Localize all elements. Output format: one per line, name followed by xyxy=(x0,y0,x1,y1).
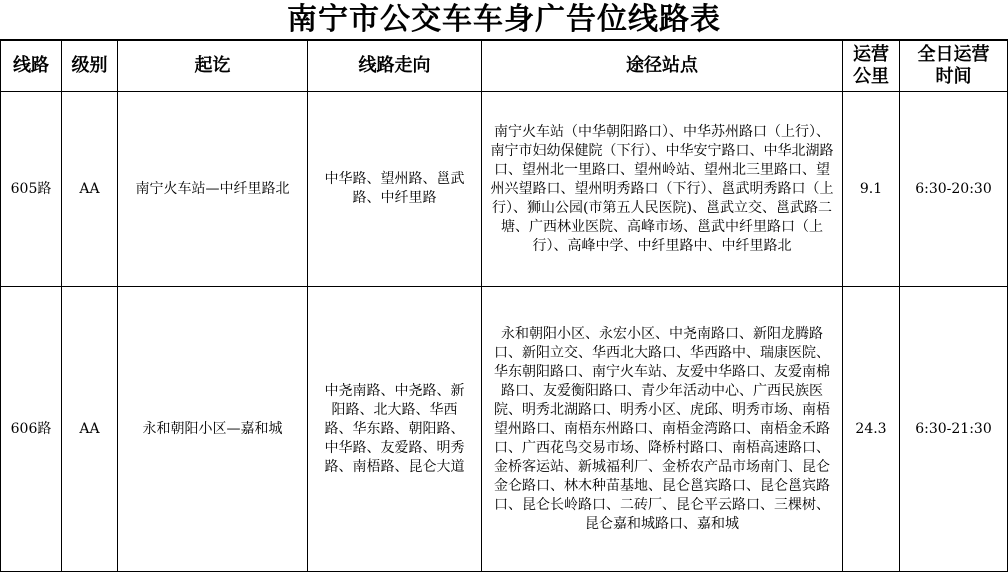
cell-stations: 永和朝阳小区、永宏小区、中尧南路口、新阳龙腾路口、新阳立交、华西北大路口、华西路中、瑞康医院、华东朝阳路口、南宁火车站、友爱中华路口、友爱南棉路口、友爱衡阳路口、青少年活动中心、广西民族医院、明秀北湖路口、明秀小区、虎邱、明秀市场、南梧望州路口、南梧东州路口、南梧金湾路口、南梧金禾路口、广西花鸟交易市场、降桥村路口、南梧高速路口、金桥客运站、新城福利厂、金桥农产品市场南门、昆仑金仑路口、林木种苗基地、昆仑邕宾路口、昆仑邕宾路口、昆仑长岭路口、二砖厂、昆仑平云路口、三棵树、昆仑嘉和城路口、嘉和城 xyxy=(482,287,843,572)
cell-ends: 永和朝阳小区—嘉和城 xyxy=(118,287,308,572)
header-row xyxy=(1,41,1008,92)
header-km: 运营公里 xyxy=(843,41,900,92)
cell-stations: 南宁火车站（中华朝阳路口）、中华苏州路口（上行）、南宁市妇幼保健院（下行）、中华安宁路口、中华北湖路口、望州北一里路口、望州岭站、望州北三里路口、望州兴望路口、望州明秀路口（下行）、邕武明秀路口（上行）、狮山公园(市第五人民医院)、邕武立交、邕武路二塘、广西林业医院、高峰市场、邕武中纤里路口（上行）、高峰中学、中纤里路中、中纤里路北 xyxy=(482,92,843,287)
header-ends: 起讫 xyxy=(118,41,308,92)
cell-level: AA xyxy=(62,287,118,572)
cell-level: AA xyxy=(62,92,118,287)
cell-direction: 中尧南路、中尧路、新阳路、北大路、华西路、华东路、朝阳路、中华路、友爱路、明秀路、南梧路、昆仑大道 xyxy=(308,287,482,572)
cell-direction: 中华路、望州路、邕武路、中纤里路 xyxy=(308,92,482,287)
cell-line: 605路 xyxy=(1,92,62,287)
cell-hours: 6:30-21:30 xyxy=(900,287,1008,572)
table-row xyxy=(1,287,1008,572)
header-line: 线路 xyxy=(1,41,62,92)
cell-km: 24.3 xyxy=(843,287,900,572)
header-stations: 途径站点 xyxy=(482,41,843,92)
bus-route-table xyxy=(0,40,1008,572)
page-title: 南宁市公交车车身广告位线路表 xyxy=(0,0,1008,40)
cell-ends: 南宁火车站—中纤里路北 xyxy=(118,92,308,287)
cell-km: 9.1 xyxy=(843,92,900,287)
cell-line: 606路 xyxy=(1,287,62,572)
cell-hours: 6:30-20:30 xyxy=(900,92,1008,287)
header-direction: 线路走向 xyxy=(308,41,482,92)
table-row xyxy=(1,92,1008,287)
header-hours: 全日运营时间 xyxy=(900,41,1008,92)
header-level: 级别 xyxy=(62,41,118,92)
